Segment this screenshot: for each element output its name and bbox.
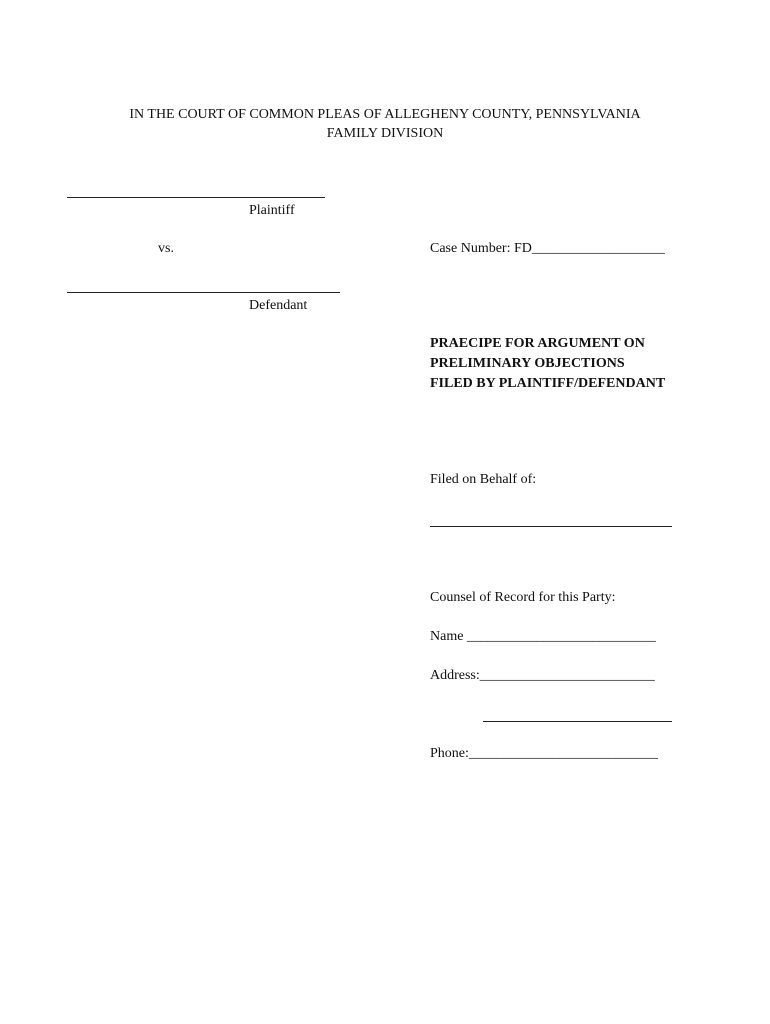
- counsel-address-line-2[interactable]: [483, 721, 672, 722]
- counsel-heading: Counsel of Record for this Party:: [430, 590, 616, 605]
- court-heading: IN THE COURT OF COMMON PLEAS OF ALLEGHENY COUNTY, PENNSYLVANIA: [129, 107, 641, 122]
- counsel-name-field[interactable]: Name ___________________________: [430, 629, 656, 644]
- document-title-line-1: PRAECIPE FOR ARGUMENT ON: [430, 336, 645, 351]
- versus-label: vs.: [158, 241, 174, 256]
- plaintiff-label: Plaintiff: [249, 203, 295, 218]
- defendant-label: Defendant: [249, 298, 308, 313]
- case-number-field[interactable]: Case Number: FD___________________: [430, 241, 665, 256]
- filed-on-behalf-line[interactable]: [430, 526, 672, 527]
- document-title-line-3: FILED BY PLAINTIFF/DEFENDANT: [430, 376, 666, 391]
- division-heading: FAMILY DIVISION: [326, 126, 444, 141]
- filed-on-behalf-label: Filed on Behalf of:: [430, 472, 537, 487]
- plaintiff-name-line[interactable]: [67, 197, 325, 198]
- document-title-line-2: PRELIMINARY OBJECTIONS: [430, 356, 625, 371]
- counsel-phone-field[interactable]: Phone:___________________________: [430, 746, 658, 761]
- counsel-address-field[interactable]: Address:_________________________: [430, 668, 655, 683]
- defendant-name-line[interactable]: [67, 292, 340, 293]
